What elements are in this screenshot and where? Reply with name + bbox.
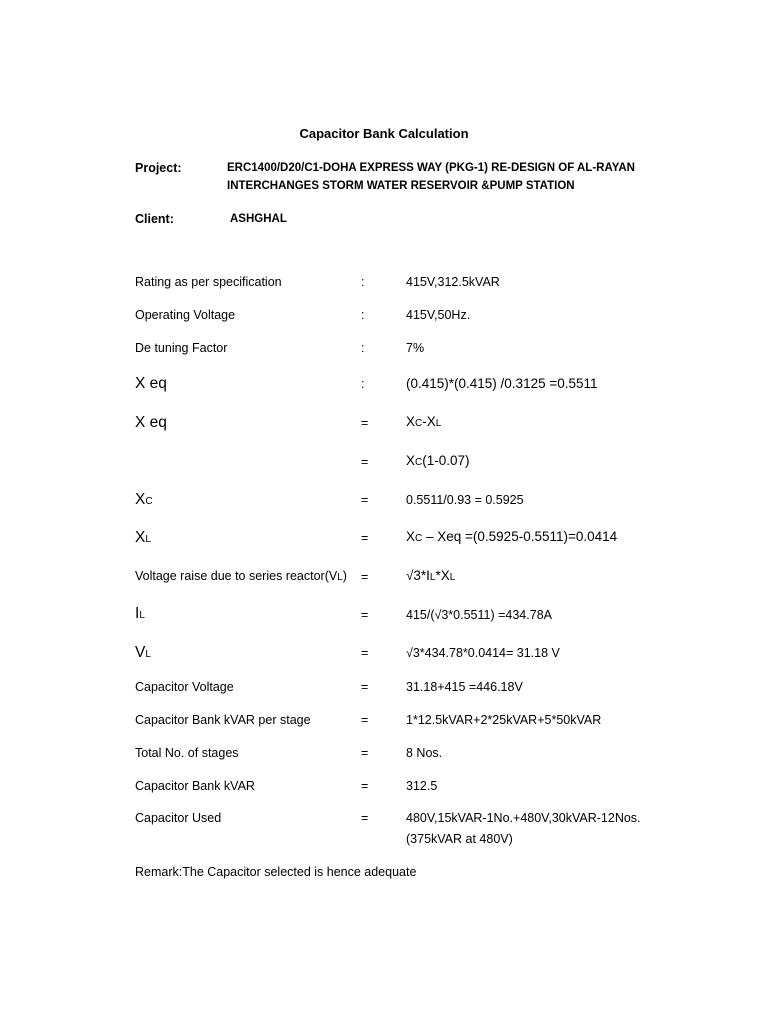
row-separator: = xyxy=(361,416,369,430)
row-label-capacitor-voltage: Capacitor Voltage xyxy=(135,680,234,694)
row-separator: = xyxy=(361,779,369,793)
row-label-bank-kvar: Capacitor Bank kVAR xyxy=(135,779,255,793)
row-label-detuning-factor: De tuning Factor xyxy=(135,341,228,355)
row-separator: = xyxy=(361,713,369,727)
row-value-capacitor-used: 480V,15kVAR-1No.+480V,30kVAR-12Nos. xyxy=(406,811,641,825)
row-label-il: IL xyxy=(135,605,145,622)
row-separator: : xyxy=(361,275,365,289)
row-label-voltage-raise: Voltage raise due to series reactor(VL) xyxy=(135,569,347,583)
row-label-xeq-2: X eq xyxy=(135,414,167,431)
project-label: Project: xyxy=(135,161,182,175)
row-label-xeq: X eq xyxy=(135,375,167,392)
document-title: Capacitor Bank Calculation xyxy=(299,126,469,141)
row-value-il: 415/(√3*0.5511) =434.78A xyxy=(406,608,552,622)
row-label-total-stages: Total No. of stages xyxy=(135,746,239,760)
row-separator: : xyxy=(361,308,365,322)
row-value-total-stages: 8 Nos. xyxy=(406,746,443,760)
row-label-kvar-per-stage: Capacitor Bank kVAR per stage xyxy=(135,713,311,727)
row-value-capacitor-used-line2: (375kVAR at 480V) xyxy=(406,832,513,846)
row-value-xeq: (0.415)*(0.415) /0.3125 =0.5511 xyxy=(406,376,598,391)
row-separator: = xyxy=(361,746,369,760)
row-value-capacitor-voltage: 31.18+415 =446.18V xyxy=(406,680,523,694)
row-value-vl: √3*434.78*0.0414= 31.18 V xyxy=(406,646,560,660)
row-separator: : xyxy=(361,341,365,355)
row-separator: = xyxy=(361,680,369,694)
client-value: ASHGHAL xyxy=(230,213,287,225)
row-label-vl: VL xyxy=(135,644,151,661)
row-label-xc: XC xyxy=(135,491,153,508)
project-line-2: INTERCHANGES STORM WATER RESERVOIR &PUMP STATION xyxy=(227,180,575,192)
row-separator: = xyxy=(361,531,369,545)
row-value-xeq-formula: XC-XL xyxy=(406,414,442,429)
client-label: Client: xyxy=(135,212,174,226)
row-value-xl: XC – Xeq =(0.5925-0.5511)=0.0414 xyxy=(406,529,618,544)
row-label-rating: Rating as per specification xyxy=(135,275,282,289)
row-label-operating-voltage: Operating Voltage xyxy=(135,308,236,322)
row-separator: = xyxy=(361,570,369,584)
row-separator: = xyxy=(361,608,369,622)
row-value-rating: 415V,312.5kVAR xyxy=(406,275,500,289)
row-label-capacitor-used: Capacitor Used xyxy=(135,811,222,825)
row-value-detuning-factor: 7% xyxy=(406,341,425,355)
row-value-operating-voltage: 415V,50Hz. xyxy=(406,308,471,322)
project-line-1: ERC1400/D20/C1-DOHA EXPRESS WAY (PKG-1) RE-DESIGN OF AL-RAYAN xyxy=(227,162,635,174)
row-separator: = xyxy=(361,493,369,507)
row-value-voltage-raise: √3*IL*XL xyxy=(406,568,456,583)
row-value-kvar-per-stage: 1*12.5kVAR+2*25kVAR+5*50kVAR xyxy=(406,713,602,727)
row-separator: : xyxy=(361,377,365,391)
row-separator: = xyxy=(361,811,369,825)
row-value-bank-kvar: 312.5 xyxy=(406,779,438,793)
row-value-xc: 0.5511/0.93 = 0.5925 xyxy=(406,493,524,507)
remark-text: Remark:The Capacitor selected is hence adequate xyxy=(135,865,417,879)
row-separator: = xyxy=(361,646,369,660)
row-value-xc-detuned: XC(1-0.07) xyxy=(406,453,470,468)
row-label-xl: XL xyxy=(135,529,151,546)
row-separator: = xyxy=(361,455,369,469)
